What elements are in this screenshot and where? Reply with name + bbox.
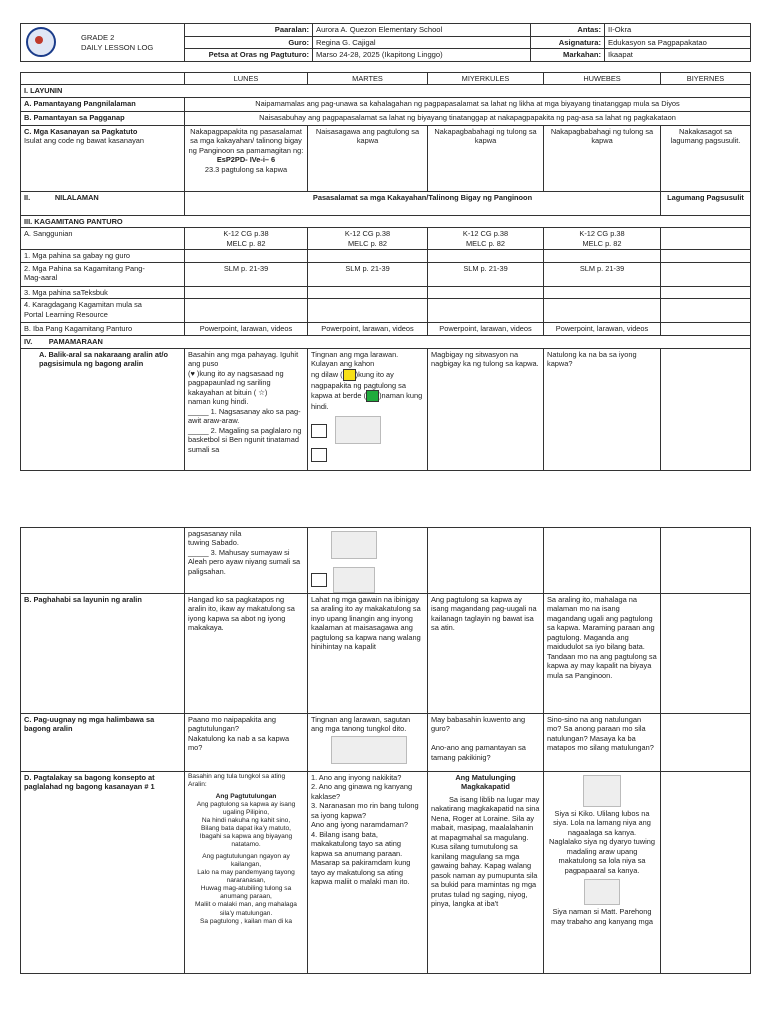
pag-uugnay-label: C. Pag-uugnay ng mga halimbawa sa bagong aralin xyxy=(21,714,185,772)
helping-picture-3 xyxy=(333,567,375,593)
answer-checkbox[interactable] xyxy=(311,448,327,462)
pag-uugnay-wed: May babasahin kuwento ang guro? Ano-ano ang pamantayan sa tamang pakikinig? xyxy=(428,714,544,772)
pagtalakay-mon: Basahin ang tula tungkol sa ating Aralin: Ang Pagtutulungan Ang pagtulong sa kapwa ay isang ugaling Pilipino, Na hindi nakuha ng kahit sino, Bilang bata dapat ika'y matuto, Ibagahi sa kapwa ang biyayang natatamo. Ang pagtutulungan ngayon ay kailangan, Lalo na may pandemyang tayong nararanasan, Huwag mag-atubiling tulong sa anumang paraan, Maliit o malaki man, ang mahalaga sila'y matulungan. Sa pagtulong , kailan man di ka xyxy=(185,772,308,974)
quarter-value: Ikaapat xyxy=(605,49,751,62)
subject-label: Asignatura: xyxy=(531,36,605,49)
balik-aral-fri xyxy=(661,348,751,470)
teacher-label: Guro: xyxy=(185,36,313,49)
grade-label: GRADE 2 xyxy=(81,32,115,42)
balik-aral-mon: Basahin ang mga pahayag. Iguhit ang puso (♥ )kung ito ay nagsasaad ng pagpapaunlad ng sariling kakayahan at bituin ( ☆) naman kung hindi. _____ 1. Nagsasanay ako sa pag-awit araw-araw. _____ 2. Magaling sa paglalaro ng basketbol si Ben ngunit tinatamad sumali sa xyxy=(185,348,308,470)
blank-corner xyxy=(21,73,185,85)
pamantayang-nilalaman-text: Naipamamalas ang pag-unawa sa kahalagahan ng pagpapasalamat sa lahat ng likha at mga biyayang tinatanggap mula sa Diyos xyxy=(185,97,751,111)
day-tue: MARTES xyxy=(308,73,428,85)
kasanayan-wed: Nakapagbabahagi ng tulong sa kapwa xyxy=(428,125,544,191)
balik-aral-cont-label xyxy=(21,528,185,594)
kasanayan-mon-sub: 23.3 pagtulong sa kapwa xyxy=(204,164,288,174)
date-label: Petsa at Oras ng Pagtuturo: xyxy=(185,49,313,62)
answer-checkbox[interactable] xyxy=(311,424,327,438)
green-box-icon xyxy=(366,390,379,402)
grade-level-value: II-Okra xyxy=(605,24,751,37)
balik-aral-cont-tue xyxy=(308,528,428,594)
kasanayan-mon-code: EsP2PD- IVe-i– 6 xyxy=(216,155,276,165)
pag-uugnay-thu: Sino-sino na ang natulungan mo? Sa anong paraan mo sila natulungan? Masaya ka ba matapos mo silang matulungan? xyxy=(544,714,661,772)
helping-picture-2 xyxy=(331,531,377,559)
paghahabi-tue: Lahat ng mga gawain na ibinigay sa araling ito ay makakatulong sa inyo upang linangin ang inyong kaalaman at maisasagawa ang pagtulong sa kapwa nang walang hinihintay na kapalit xyxy=(308,594,428,714)
guro-pages-label: 1. Mga pahina sa gabay ng guro xyxy=(21,250,185,262)
pag-uugnay-tue: Tingnan ang larawan, sagutan ang mga tanong tungkol dito. xyxy=(308,714,428,772)
classroom-picture xyxy=(331,736,407,764)
kasanayan-mon-text: Nakapagpapakita ng pasasalamat sa mga kakayahan/ talinong bigay ng Panginoon sa pamamagitan ng: xyxy=(188,126,304,155)
slm-wed: SLM p. 21-39 xyxy=(428,262,544,286)
day-wed: MIYERKULES xyxy=(428,73,544,85)
log-title: DAILY LESSON LOG xyxy=(81,42,154,52)
balik-aral-tue: Tingnan ang mga larawan. Kulayan ang kahon ng dilaw ( )kung ito ay nagpapakita ng pagtulong sa kapwa at berde ( )naman kung hindi. xyxy=(308,348,428,470)
slm-tue: SLM p. 21-39 xyxy=(308,262,428,286)
date-value: Marso 24-28, 2025 (Ikapitong Linggo) xyxy=(313,49,531,62)
answer-checkbox[interactable] xyxy=(311,573,327,587)
iba-wed: Powerpoint, larawan, videos xyxy=(428,323,544,336)
grade-title-cell xyxy=(21,24,185,62)
pagtalakay-thu: Siya si Kiko. Ulilang lubos na siya. Lola na lamang niya ang nagaalaga sa kanya. Naglalako siya ng dyaryo tuwing madaling araw upang makatulong sa lola niya sa pagpapaaral sa kanya. Siya naman si Matt. Parehong may trabaho ang kanyang mga xyxy=(544,772,661,974)
day-fri: BIYERNES xyxy=(661,73,751,85)
pamantayang-nilalaman-label: A. Pamantayang Pangnilalaman xyxy=(21,97,185,111)
kasanayan-thu: Nakapagbabahagi ng tulong sa kapwa xyxy=(544,125,661,191)
pag-uugnay-mon: Paano mo naipapakita ang pagtutulungan? Nakatulong ka nab a sa kapwa mo? xyxy=(185,714,308,772)
lesson-table-page2 xyxy=(20,527,751,974)
nilalaman-label: II. NILALAMAN xyxy=(21,191,185,215)
pamantayan-pagganap-label: B. Pamantayan sa Pagganap xyxy=(21,111,185,125)
header-table xyxy=(20,23,751,62)
teacher-value: Regina G. Cajigal xyxy=(313,36,531,49)
paghahabi-label: B. Paghahabi sa layunin ng aralin xyxy=(21,594,185,714)
paghahabi-wed: Ang pagtulong sa kapwa ay isang magandang pag-uugali na kailanagn taglayin ng bawat isa sa atin. xyxy=(428,594,544,714)
balik-aral-thu: Natulong ka na ba sa iyong kapwa? xyxy=(544,348,661,470)
pagtalakay-wed: Ang Matulunging Magkakapatid Sa isang liblib na lugar may nakatirang magkakapatid na sina Nena, Roger at Loraine. Sila ay mabait, masipag, maalalahanin at mapagmahal sa magulang. Kusa silang tumutulong sa kanilang magulang sa mga gawaing bahay. Kapag walang pasok naman ay pumupunta sila sa bukid para mamintas ng mga prutas tulad ng saging, niyog, pinya, langka at iba't xyxy=(428,772,544,974)
ref-wed: K-12 CG p.38 MELC p. 82 xyxy=(428,228,544,250)
iba-label: B. Iba Pang Kagamitang Panturo xyxy=(21,323,185,336)
lr-label: 4. Karagdagang Kagamitan mula sa Portal Learning Resource xyxy=(21,299,185,323)
lesson-table-page1 xyxy=(20,72,751,471)
kasanayan-sub: Isulat ang code ng bawat kasanayan xyxy=(24,136,144,146)
kasanayan-mon xyxy=(185,125,308,191)
layunin-heading: I. LAYUNIN xyxy=(21,85,751,97)
slm-mon: SLM p. 21-39 xyxy=(185,262,308,286)
grade-level-label: Antas: xyxy=(531,24,605,37)
day-thu: HUWEBES xyxy=(544,73,661,85)
matt-picture xyxy=(584,879,620,905)
slm-thu: SLM p. 21-39 xyxy=(544,262,661,286)
teksbuk-label: 3. Mga pahina saTeksbuk xyxy=(21,286,185,298)
mag-pages-label: 2. Mga Pahina sa Kagamitang Pang- Mag-aaral xyxy=(21,262,185,286)
ref-tue: K-12 CG p.38 MELC p. 82 xyxy=(308,228,428,250)
school-value: Aurora A. Quezon Elementary School xyxy=(313,24,531,37)
ref-mon: K-12 CG p.38 MELC p. 82 xyxy=(185,228,308,250)
yellow-box-icon xyxy=(343,369,356,381)
balik-aral-cont-mon: pagsasanay nila tuwing Sabado. _____ 3. Mahusay sumayaw si Aleah pero ayaw niyang sumali sa paligsahan. xyxy=(185,528,308,594)
pamamaraan-heading: IV. PAMAMARAAN xyxy=(21,336,751,348)
paghahabi-mon: Hangad ko sa pagkatapos ng aralin ito, ikaw ay makatulong sa iyong kapwa sa abot ng iyong makakaya. xyxy=(185,594,308,714)
pamantayan-pagganap-text: Naisasabuhay ang pagpapasalamat sa lahat ng biyayang tinatanggap at nakapagpapakita ng pag-asa sa lahat ng pagkakataon xyxy=(185,111,751,125)
kasanayan-fri: Nakakasagot sa lagumang pagsusulit. xyxy=(661,125,751,191)
quarter-label: Markahan: xyxy=(531,49,605,62)
ref-thu: K-12 CG p.38 MELC p. 82 xyxy=(544,228,661,250)
kasanayan-label-cell xyxy=(21,125,185,191)
nilalaman-text: Pasasalamat sa mga Kakayahan/Talinong Bigay ng Panginoon xyxy=(185,191,661,215)
kagamitan-heading: III. KAGAMITANG PANTURO xyxy=(21,215,751,227)
sanggunian-label: A. Sanggunian xyxy=(21,228,185,250)
balik-aral-wed: Magbigay ng sitwasyon na nagbigay ka ng tulong sa kapwa. xyxy=(428,348,544,470)
nilalaman-fri: Lagumang Pagsusulit xyxy=(661,191,751,215)
iba-tue: Powerpoint, larawan, videos xyxy=(308,323,428,336)
iba-mon: Powerpoint, larawan, videos xyxy=(185,323,308,336)
kiko-picture xyxy=(583,775,621,807)
paghahabi-thu: Sa araling ito, mahalaga na malaman mo na isang magandang ugali ang pagtulong sa kapwa. Maraming paraan ang pagtulong. Maganda ang maidudulot sa iyo bilang bata. Tandaan mo na ang pagtulong sa kapwa ay may kapalit na biyaya mula sa Panginoon. xyxy=(544,594,661,714)
ref-fri xyxy=(661,228,751,250)
helping-picture-1 xyxy=(335,416,381,444)
pagtalakay-label: D. Pagtalakay sa bagong konsepto at paglalahad ng bagong kasanayan # 1 xyxy=(21,772,185,974)
day-mon: LUNES xyxy=(185,73,308,85)
pagtalakay-tue: 1. Ano ang inyong nakikita? 2. Ano ang ginawa ng kanyang kaklase? 3. Naranasan mo rin bang tulong sa iyong kapwa? Ano ang iyong naramdaman? 4. Bilang isang bata, makakatulong tayo sa ating kapwa sa anumang paraan. Masarap sa pakiramdam kung tayo ay makatulong sa ating kapwa maliit o malaki man ito. xyxy=(308,772,428,974)
iba-thu: Powerpoint, larawan, videos xyxy=(544,323,661,336)
subject-value: Edukasyon sa Pagpapakatao xyxy=(605,36,751,49)
kasanayan-tue: Naisasagawa ang pagtulong sa kapwa xyxy=(308,125,428,191)
kasanayan-label: C. Mga Kasanayan sa Pagkatuto xyxy=(24,126,138,136)
school-label: Paaralan: xyxy=(185,24,313,37)
balik-aral-label: A. Balik-aral sa nakaraang aralin at/o pagsisimula ng bagong aralin xyxy=(21,348,185,470)
